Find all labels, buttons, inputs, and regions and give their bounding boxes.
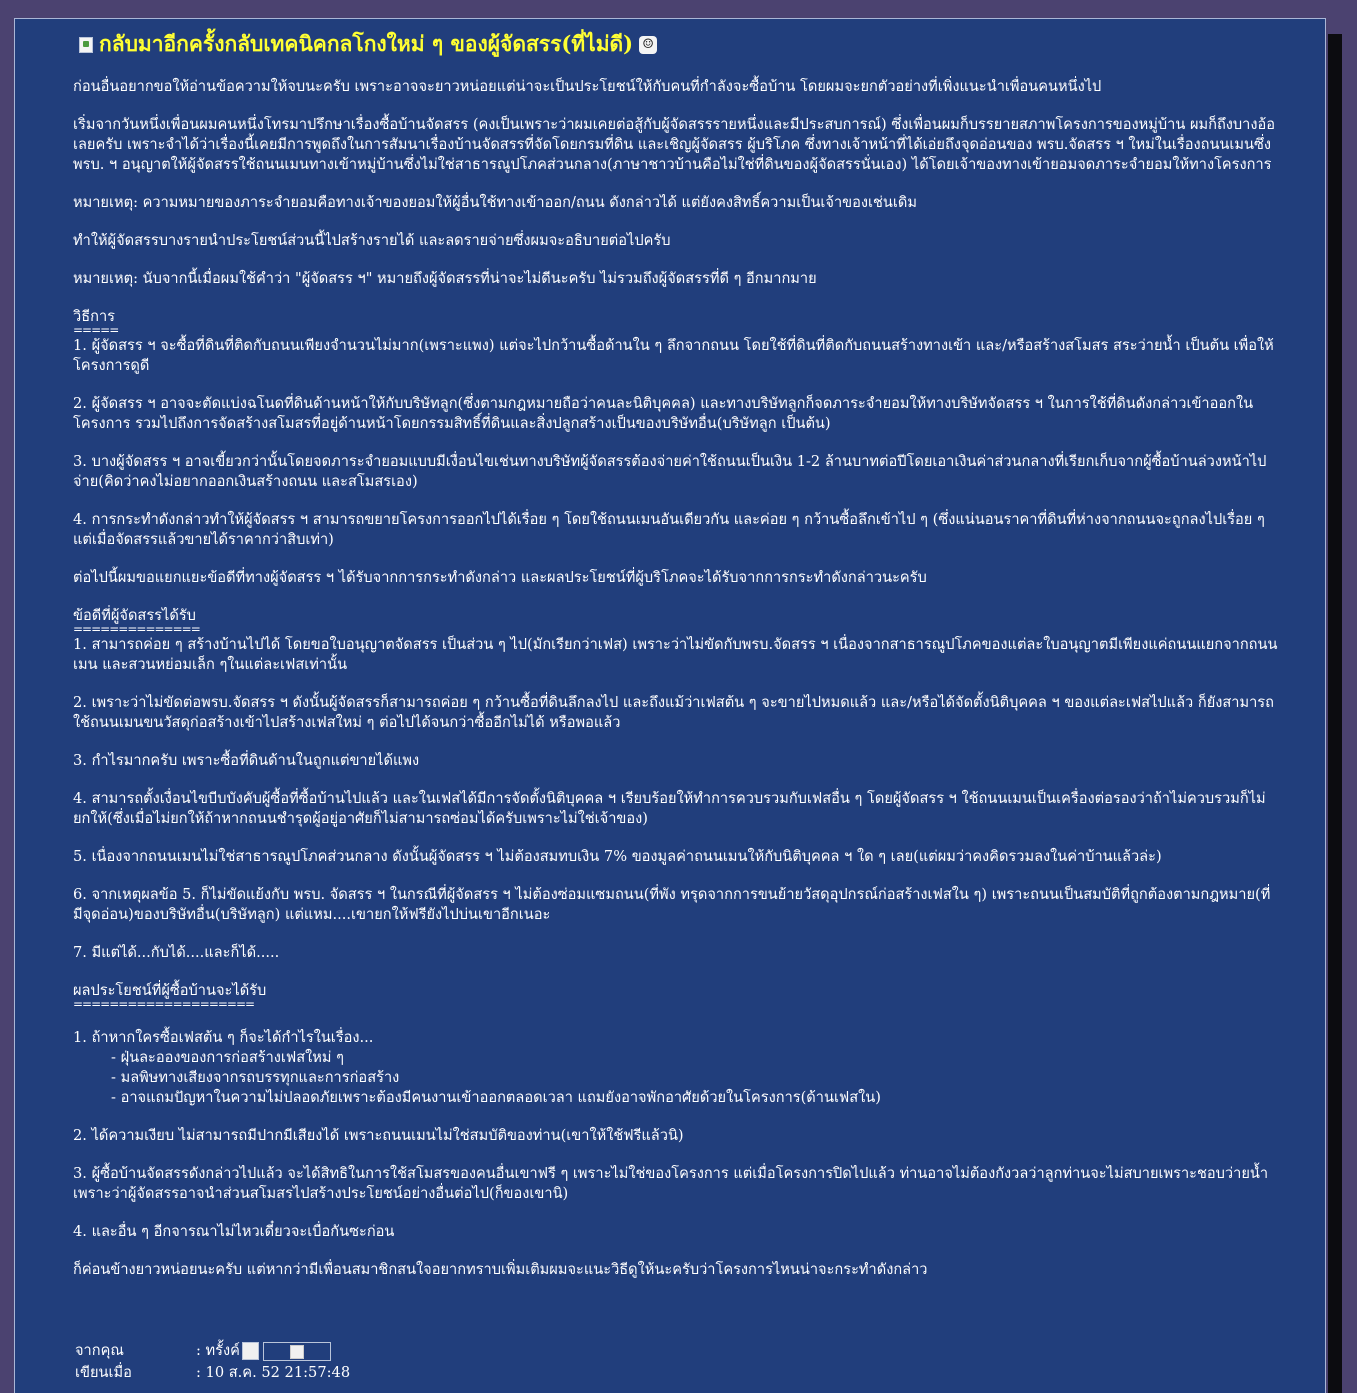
advantage-item-2: 2. เพราะว่าไม่ขัดต่อพรบ.จัดสรร ฯ ดังนั้นผู้จัดสรรก็สามารถค่อย ๆ กว้านซื้อที่ดินลึกลงไป และถึงแม้ว่าเฟสต้น ๆ จะขายไปหมดแล้ว และ/หรือได้จัดตั้งนิติบุคคล ฯ ของแต่ละเฟสไปแล้ว ก็ยังสามารถใช้ถนนเมนขนวัสดุก่อสร้างเข้าไปสร้างเฟสใหม่ ๆ ต่อไปได้จนกว่าซื้ออีกไม่ได้ หรือพอแล้ว	[73, 694, 1274, 731]
advantages-heading-text: ข้อดีที่ผู้จัดสรรได้รับ	[73, 607, 196, 624]
post-body	[73, 77, 1278, 1298]
buyer-heading-rule: ====================	[73, 997, 255, 1011]
broken-image-icon	[263, 1342, 331, 1361]
method-item-3: 3. บางผู้จัดสรร ฯ อาจเขี้ยวกว่านั้นโดยจดภาระจำยอมแบบมีเงื่อนไขเช่นทางบริษัทผู้จัดสรรต้องจ่ายค่าใช้ถนนเป็นเงิน 1-2 ล้านบาทต่อปีโดยเอาเงินค่าส่วนกลางที่เรียกเก็บจากผู้ซื้อบ้านล่วงหน้าไปจ่าย(คิดว่าคงไม่อยากออกเงินสร้างถนน และสโมสรเอง)	[73, 453, 1267, 490]
note-paragraph-2: หมายเหตุ: นับจากนี้เมื่อผมใช้คำว่า "ผู้จัดสรร ฯ" หมายถึงผู้จัดสรรที่น่าจะไม่ดีนะครับ ไม่รวมถึงผู้จัดสรรที่ดี ๆ อีกมากมาย	[73, 270, 817, 287]
section-heading-advantages	[73, 606, 1278, 635]
method-item-4: 4. การกระทำดังกล่าวทำให้ผู้จัดสรร ฯ สามารถขยายโครงการออกไปได้เรื่อย ๆ โดยใช้ถนนเมนอันเดียวกัน และค่อย ๆ กว้านซื้อลึกเข้าไป ๆ (ซึ่งแน่นอนราคาที่ดินที่ห่างจากถนนจะถูกลงไปเรื่อย ๆ แต่เมื่อจัดสรรแล้วขายได้ราคากว่าสิบเท่า)	[73, 511, 1265, 548]
section-heading-buyer	[73, 981, 1278, 1010]
transition-paragraph: ต่อไปนี้ผมขอแยกแยะข้อดีที่ทางผู้จัดสรร ฯ ได้รับจากการกระทำดังกล่าว และผลประโยชน์ที่ผู้บริโภคจะได้รับจากการกระทำดังกล่าวนะครับ	[73, 569, 927, 586]
date-row	[75, 1362, 350, 1384]
post-meta	[75, 1340, 350, 1384]
buyer-item-1-text: 1. ถ้าหากใครซื้อเฟสต้น ๆ ก็จะได้กำไรในเรื่อง...	[73, 1029, 374, 1046]
date-value: : 10 ส.ค. 52 21:57:48	[196, 1364, 351, 1381]
broken-image-icon	[242, 1342, 259, 1360]
post-panel	[14, 18, 1326, 1393]
section-heading-methods	[73, 307, 1278, 336]
explain-paragraph: ทำให้ผู้จัดสรรบางรายนำประโยชน์ส่วนนี้ไปสร้างรายได้ และลดรายจ่ายซึ่งผมจะอธิบายต่อไปครับ	[73, 232, 671, 249]
advantages-heading-rule: ==============	[73, 622, 200, 636]
buyer-item-3: 3. ผู้ซื้อบ้านจัดสรรดังกล่าวไปแล้ว จะได้สิทธิในการใช้สโมสรของคนอื่นเขาฟรี ๆ เพราะไม่ใช่ของโครงการ แต่เมื่อโครงการปิดไปแล้ว ท่านอาจไม่ต้องกังวลว่าลูกท่านจะไม่สบายเพราะชอบว่ายน้ำ เพราะว่าผู้จัดสรรอาจนำส่วนสโมสรไปสร้างประโยชน์อย่างอื่นต่อไป(ก็ของเขานิ)	[73, 1165, 1269, 1202]
broken-image-icon	[79, 37, 93, 53]
closing-paragraph: ก็ค่อนข้างยาวหน่อยนะครับ แต่หากว่ามีเพื่อนสมาชิกสนใจอยากทราบเพิ่มเติมผมจะแนะวิธีดูให้นะครับว่าโครงการไหนน่าจะกระทำดังกล่าว	[73, 1261, 928, 1278]
advantage-item-7: 7. มีแต่ได้...กับได้....และก็ได้.....	[73, 944, 280, 961]
post-title-row	[79, 28, 657, 61]
methods-heading-text: วิธีการ	[73, 308, 115, 325]
panel-shadow	[1328, 34, 1342, 1393]
buyer-subitem-safety: - อาจแถมปัญหาในความไม่ปลอดภัยเพราะต้องมีคนงานเข้าออกตลอดเวลา แถมยังอาจพักอาศัยด้วยในโครงการ(ด้านเฟสใน)	[111, 1089, 881, 1106]
buyer-item-2: 2. ได้ความเงียบ ไม่สามารถมีปากมีเสียงได้ เพราะถนนเมนไม่ใช่สมบัติของท่าน(เขาให้ใช้ฟรีแล้วนิ)	[73, 1127, 684, 1144]
author-row	[75, 1340, 350, 1362]
buyer-item-4: 4. และอื่น ๆ อีกจารณาไม่ไหวเดี๋ยวจะเบื่อกันซะก่อน	[73, 1223, 395, 1240]
advantage-item-4: 4. สามารถตั้งเงื่อนไขบีบบังคับผู้ซื้อที่ซื้อบ้านไปแล้ว และในเฟสได้มีการจัดตั้งนิติบุคคล ฯ เรียบร้อยให้ทำการควบรวมกับเฟสอื่น ๆ โดยผู้จัดสรร ฯ ใช้ถนนเมนเป็นเครื่องต่อรองว่าถ้าไม่ควบรวมก็ไม่ยกให้(ซึ่งเมื่อไม่ยกให้ถ้าหากถนนชำรุดผู้อยู่อาศัยก็ไม่สามารถซ่อมได้ครับเพราะไม่ใช่เจ้าของ)	[73, 790, 1266, 827]
method-item-2: 2. ผู้จัดสรร ฯ อาจจะตัดแบ่งฉโนดที่ดินด้านหน้าให้กับบริษัทลูก(ซึ่งตามกฎหมายถือว่าคนละนิติบุคคล) และทางบริษัทลูกก็จดภาระจำยอมให้ทางบริษัทจัดสรร ฯ ในการใช้ที่ดินดังกล่าวเข้าออกในโครงการ รวมไปถึงการจัดสร้างสโมสรที่อยู่ด้านหน้าโดยกรรมสิทธิ์ที่ดินและสิ่งปลูกสร้างเป็นของบริษัทอื่น(บริษัทลูก เป็นต้น)	[73, 395, 1254, 432]
author-value: : ทรั้งค์	[196, 1342, 240, 1359]
advantage-item-3: 3. กำไรมากครับ เพราะซื้อที่ดินด้านในถูกแต่ขายได้แพง	[73, 752, 420, 769]
advantage-item-6: 6. จากเหตุผลข้อ 5. ก็ไม่ขัดแย้งกับ พรบ. จัดสรร ฯ ในกรณีที่ผู้จัดสรร ฯ ไม่ต้องซ่อมแซมถนน(ที่พัง ทรุดจากการขนย้ายวัสดุอุปกรณ์ก่อสร้างเฟสใน ๆ) เพราะถนนเป็นสมบัติที่ถูกต้องตามกฎหมาย(ที่มีจุดอ่อน)ของบริษัทอื่น(บริษัทลูก) แต่แหม....เขายกให้ฟรียังไปบ่นเขาอีกเนอะ	[73, 886, 1271, 923]
story-paragraph: เริ่มจากวันหนึ่งเพื่อนผมคนหนึ่งโทรมาปรึกษาเรื่องซื้อบ้านจัดสรร (คงเป็นเพราะว่าผมเคยต่อสู้กับผู้จัดสรรรายหนึ่งและมีประสบการณ์) ซึ่งเพื่อนผมก็บรรยายสภาพโครงการของหมู่บ้าน ผมก็ถึงบางอ้อเลยครับ เพราะจำได้ว่าเรื่องนี้เคยมีการพูดถึงในการสัมนาเรื่องบ้านจัดสรรที่จัดโดยกรมที่ดิน และเชิญผู้จัดสรร ผู้บริโภค ซึ่งทางเจ้าหน้าที่ได้เอ่ยถึงจุดอ่อนของ พรบ.จัดสรร ฯ ใหม่ในเรื่องถนนเมนซึ่ง พรบ. ฯ อนุญาตให้ผู้จัดสรรใช้ถนนเมนทางเข้าหมู่บ้านซึ่งไม่ใช่สาธารณูปโภคส่วนกลาง(ภาษาชาวบ้านคือไม่ใช่ที่ดินของผู้จัดสรรนั่นเอง) ได้โดยเจ้าของทางเข้ายอมจดภาระจำยอมให้ทางโครงการ	[73, 116, 1276, 173]
method-item-1: 1. ผู้จัดสรร ฯ จะซื้อที่ดินที่ติดกับถนนเพียงจำนวนไม่มาก(เพราะแพง) แต่จะไปกว้านซื้อด้านใน ๆ ลึกจากถนน โดยใช้ที่ดินที่ติดกับถนนสร้างทางเข้า และ/หรือสร้างสโมสร สระว่ายน้ำ เป็นต้น เพื่อให้โครงการดูดี	[73, 337, 1274, 374]
intro-paragraph: ก่อนอื่นอยากขอให้อ่านข้อความให้จบนะครับ เพราะอาจจะยาวหน่อยแต่น่าจะเป็นประโยชน์ให้กับคนที่กำลังจะซื้อบ้าน โดยผมจะยกตัวอย่างที่เพิ่งแนะนำเพื่อนคนหนึ่งไป	[73, 78, 1102, 95]
methods-heading-rule: =====	[73, 323, 119, 337]
buyer-subitem-noise: - มลพิษทางเสียงจากรถบรรทุกและการก่อสร้าง	[111, 1069, 400, 1086]
buyer-subitem-dust: - ฝุ่นละอองของการก่อสร้างเฟสใหม่ ๆ	[111, 1049, 345, 1066]
post-title: กลับมาอีกครั้งกลับเทคนิคกลโกงใหม่ ๆ ของผู้จัดสรร(ที่ไม่ดี)	[99, 31, 634, 56]
author-label: จากคุณ	[75, 1342, 124, 1359]
advantage-item-1: 1. สามารถค่อย ๆ สร้างบ้านไปได้ โดยขอใบอนุญาตจัดสรร เป็นส่วน ๆ ไป(มักเรียกว่าเฟส) เพราะว่าไม่ขัดกับพรบ.จัดสรร ฯ เนื่องจากสาธารณูปโภคของแต่ละใบอนุญาตมีเพียงแค่ถนนแยกจากถนนเมน และสวนหย่อมเล็ก ๆในแต่ละเฟสเท่านั้น	[73, 636, 1278, 673]
emoticon-icon: ☺	[639, 36, 657, 54]
advantage-item-5: 5. เนื่องจากถนนเมนไม่ใช่สาธารณูปโภคส่วนกลาง ดังนั้นผู้จัดสรร ฯ ไม่ต้องสมทบเงิน 7% ของมูลค่าถนนเมนให้กับนิติบุคคล ฯ ใด ๆ เลย(แต่ผมว่าคงคิดรวมลงในค่าบ้านแล้วล่ะ)	[73, 848, 1162, 865]
buyer-item-1	[73, 1028, 1278, 1108]
buyer-heading-text: ผลประโยชน์ที่ผู้ซื้อบ้านจะได้รับ	[73, 982, 267, 999]
note-paragraph-1: หมายเหตุ: ความหมายของภาระจำยอมคือทางเจ้าของยอมให้ผู้อื่นใช้ทางเข้าออก/ถนน ดังกล่าวได้ แต่ยังคงสิทธิ์ความเป็นเจ้าของเช่นเดิม	[73, 194, 917, 211]
date-label: เขียนเมื่อ	[75, 1364, 132, 1381]
